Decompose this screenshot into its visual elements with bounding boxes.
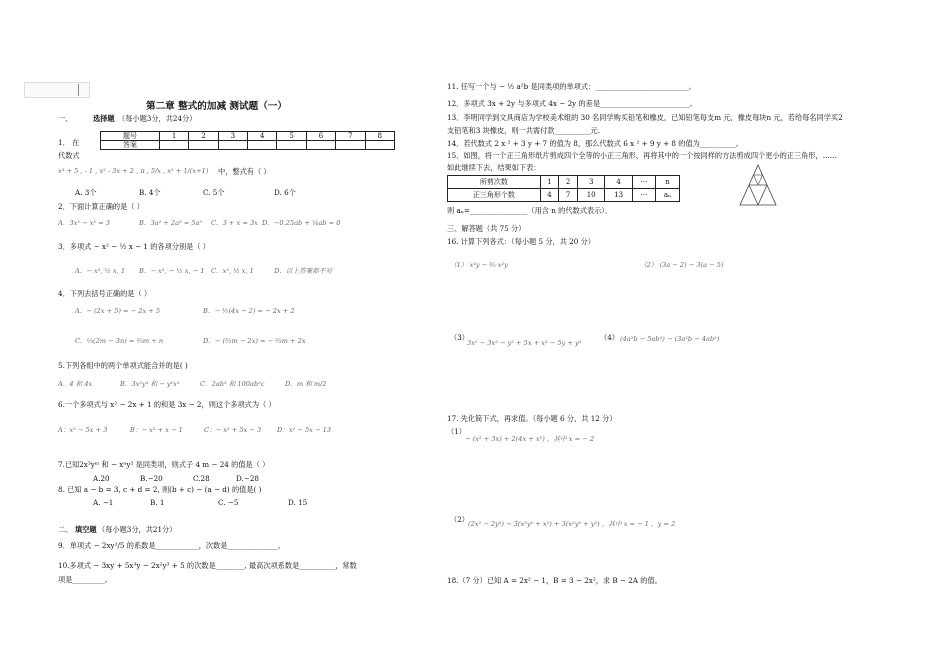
section1-number: 一、: [58, 114, 73, 123]
q8-option-c[interactable]: C. −5: [218, 498, 239, 507]
grid-cell: 2: [189, 132, 218, 141]
table-cell: 4: [540, 189, 559, 202]
q15-text: 15．如图，将一个正三角形纸片剪成四个全等的小正三角形，再将其中的一个按同样的方法剪成四个更小的正三角形，……: [447, 151, 838, 160]
grid-cell: 答案: [101, 141, 160, 150]
table-cell: n: [655, 176, 679, 189]
q13-text: 13．李明同学到文具商店为学校美术组的 30 名同学购买铅笔和橡皮，已知铅笔每支m 元，橡皮每块n 元，若给每名同学买2: [447, 113, 843, 122]
q4-option-a[interactable]: A．− (2x + 5) = − 2x + 5: [75, 307, 161, 315]
q7-option-c[interactable]: C.28: [193, 474, 210, 483]
table-cell: aₙ: [655, 189, 679, 202]
answer-cell[interactable]: [277, 141, 306, 150]
answer-cell[interactable]: [248, 141, 277, 150]
q17-text: 17. 先化简下式，再求值。（每小题 6 分，共 12 分）: [447, 414, 617, 423]
q16-text: 16. 计算下列各式：（每小题 5 分，共 20 分）: [447, 237, 595, 246]
q1-prefix-2: 代数式: [58, 151, 80, 160]
q1-option-d[interactable]: D. 6个: [274, 188, 296, 197]
answer-cell[interactable]: [189, 141, 218, 150]
table-cell: 1: [540, 176, 559, 189]
table-cell: ···: [632, 176, 655, 189]
grid-cell: 3: [218, 132, 247, 141]
q3-option-a[interactable]: A．− x², ½ x, 1: [75, 267, 126, 275]
answer-grid-answer-row: [101, 141, 395, 150]
q5-text: 5.下列各组中的两个单项式能合并的是( ): [58, 361, 188, 370]
q16-part4-label: （4）: [600, 333, 619, 342]
q15-text-cont: 如此继续下去，结果如下表：: [447, 163, 541, 172]
table-cell: ···: [632, 189, 655, 202]
q11-text: 11. 任写一个与 − ½ a²b 是同类项的单项式：__________________________。: [447, 82, 696, 91]
grid-cell: 题号: [101, 132, 160, 141]
table-cell: 2: [559, 176, 578, 189]
answer-cell[interactable]: [159, 141, 188, 150]
q3-option-b[interactable]: B．− x², − ½ x, − 1: [139, 267, 205, 275]
q5-option-a[interactable]: A．4 和 4x: [58, 380, 93, 388]
q16-part2: （2） (3a − 2) − 3(a − 5): [640, 261, 724, 269]
q1-prefix: 1． 在: [58, 138, 80, 147]
q1-expression: x² + 5 , - 1 , x² - 3x + 2 , π , 5/x , x² + 1/(x+1): [58, 167, 209, 175]
q7-option-a[interactable]: A.20: [93, 474, 110, 483]
answer-grid: [100, 131, 395, 150]
q4-text: 4．下列去括号正确的是（ ）: [58, 289, 152, 298]
q7-option-d[interactable]: D.−28: [236, 474, 259, 483]
table-cell: 4: [605, 176, 632, 189]
section2-number: 二、: [58, 525, 73, 534]
section2-note: （每小题3分，共21分）: [98, 525, 177, 534]
grid-cell: 6: [306, 132, 335, 141]
table-cell: 3: [577, 176, 604, 189]
q2-option-a[interactable]: A．3x² − x² = 3: [58, 219, 110, 227]
q1-option-a[interactable]: A. 3个: [75, 188, 97, 197]
q6-option-a[interactable]: A：x² − 5x + 3: [58, 426, 108, 434]
q16-part1: （1） x²y − ⅗ x²y: [450, 261, 508, 269]
answer-cell[interactable]: [218, 141, 247, 150]
page-title: 第二章 整式的加减 测试题（一）: [146, 101, 287, 112]
table-cell: 所剪次数: [448, 176, 541, 189]
q1-option-b[interactable]: B. 4个: [139, 188, 161, 197]
section2-label: 填空题: [75, 525, 97, 534]
q2-option-d[interactable]: D．−0.25ab + ¼ab = 0: [262, 219, 341, 227]
q4-option-c[interactable]: C．⅓(2m − 3n) = ⅔m + n: [75, 337, 164, 345]
q1-option-c[interactable]: C. 5个: [203, 188, 225, 197]
q3-option-d[interactable]: D．以上答案都不对: [274, 267, 333, 275]
grid-cell: 5: [277, 132, 306, 141]
q7-option-b[interactable]: B.−20: [140, 474, 163, 483]
section1-label: 选择题: [93, 114, 115, 123]
q14-text: 14．若代数式 2 x ² + 3 y + 7 的值为 8，那么代数式 6 x ² + 9 y + 8 的值为__________。: [447, 139, 743, 148]
q16-part3-expr: 3x² − 3x² − y² + 5x + x² − 5y + y²: [467, 339, 582, 347]
triangle-figure: [738, 163, 778, 207]
q9-text: 9．单项式 − 2xy²/5 的系数是____________，次数是______________。: [58, 541, 285, 550]
q15-row-triangles: [448, 189, 680, 202]
table-cell: 13: [605, 189, 632, 202]
table-cell: 7: [559, 189, 578, 202]
answer-grid-header-row: [101, 132, 395, 141]
q16-part4-expr: (4a²b − 5ab²) − (3a²b − 4ab²): [620, 335, 720, 343]
q8-option-b[interactable]: B. 1: [150, 498, 165, 507]
q1-tail: 中，整式有（ ）: [218, 167, 271, 176]
q2-option-b[interactable]: B．3a² + 2a³ = 5a⁵: [139, 219, 203, 227]
q17-part2-label: （2）: [450, 515, 469, 524]
answer-cell[interactable]: [306, 141, 335, 150]
grid-cell: 4: [248, 132, 277, 141]
table-cell: 10: [577, 189, 604, 202]
q17-part2-expr: (2x² − 2y²) − 3(x²y² + x²) + 3(x²y² + y²) ，其中 x = − 1 ，y = 2: [468, 520, 676, 528]
q10-text-cont: 项是_________。: [58, 575, 112, 584]
q4-option-d[interactable]: D．− (⅔m − 2x) = − ⅔m + 2x: [203, 337, 306, 345]
q8-option-a[interactable]: A. −1: [93, 498, 114, 507]
section3-heading: 三、解答题（共 75 分）: [447, 224, 526, 233]
q2-option-c[interactable]: C．3 + x = 3x: [211, 219, 258, 227]
q2-text: 2．下面计算正确的是（ ）: [58, 202, 144, 211]
q6-text: 6.一个多项式与 x² − 2x + 1 的和是 3x − 2，则这个多项式为（ ）: [58, 400, 276, 409]
grid-cell: 8: [365, 132, 394, 141]
q4-option-b[interactable]: B．− ½(4x − 2) = − 2x + 2: [203, 307, 295, 315]
q5-option-d[interactable]: D．m 和 m/2: [285, 380, 327, 388]
q16-part3-label: （3）: [450, 333, 469, 342]
q15-table: [447, 175, 680, 202]
answer-cell[interactable]: [336, 141, 365, 150]
q6-option-d[interactable]: D：x² − 5x − 13: [277, 426, 331, 434]
header-box: [24, 82, 90, 98]
grid-cell: 1: [159, 132, 188, 141]
q18-text: 18.（7 分）已知 A = 2x² − 1，B = 3 − 2x²，求 B − 2A 的值。: [447, 576, 662, 585]
q12-text: 12．多项式 3x + 2y 与多项式 4x − 2y 的差是_________________________。: [447, 99, 698, 108]
q5-option-c[interactable]: C．2ab² 和 100ab²c: [200, 380, 265, 388]
q10-text: 10.多项式 − 3xy + 5x³y − 2x²y³ + 5 的次数是________, 最高次项系数是__________，常数: [58, 561, 357, 570]
q6-option-b[interactable]: B：− x² + x − 1: [130, 426, 183, 434]
q17-part1-label: （1）: [447, 427, 466, 436]
q15-answer: 则 aₙ=________________（用含 n 的代数式表示）．: [447, 206, 613, 215]
q3-option-c[interactable]: C．x², ½ x, 1: [211, 267, 254, 275]
q17-part1-expr: − (x² + 3x) + 2(4x + x²) ，其中 x = − 2: [465, 435, 595, 443]
section1-note: （每小题3分，共24分）: [118, 114, 197, 123]
q5-option-b[interactable]: B．3x²y³ 和 − y²x³: [120, 380, 180, 388]
grid-cell: 7: [336, 132, 365, 141]
q8-option-d[interactable]: D. 15: [288, 498, 308, 507]
table-cell: 正三角形个数: [448, 189, 541, 202]
q8-text: 8. 已知 a − b = 3, c + d = 2, 则(b + c) − (a − d) 的值是( ): [58, 485, 262, 494]
q15-row-cuts: [448, 176, 680, 189]
q6-option-c[interactable]: C：− x² + 5x − 3: [204, 426, 262, 434]
q3-text: 3．多项式 − x² − ½ x − 1 的各项分别是（ ）: [58, 242, 210, 251]
header-divider: [78, 84, 79, 96]
q13-text-cont: 支铅笔和3 块橡皮，则一共需付款__________元.: [447, 126, 600, 135]
q7-text: 7.已知2x³yᵐ 和 − xⁿy² 是同类项，则式子 4 m − 24 的值是（ ）: [58, 460, 270, 469]
answer-cell[interactable]: [365, 141, 394, 150]
